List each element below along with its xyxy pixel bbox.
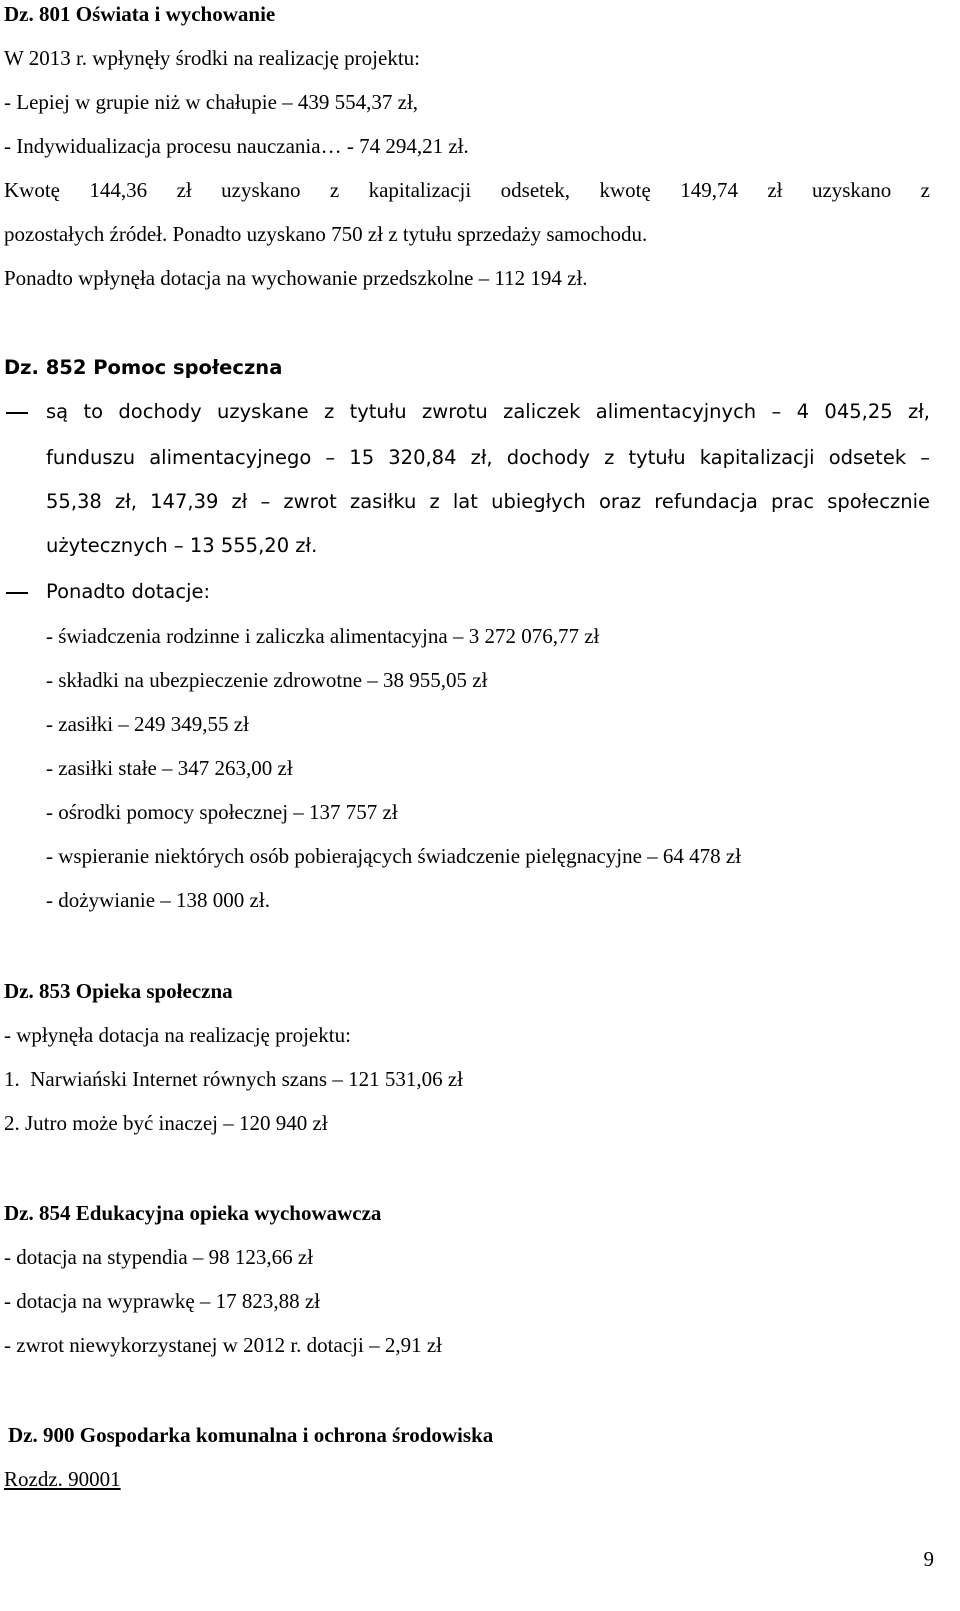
s801-line-2: - Lepiej w grupie niż w chałupie – 439 554,37 zł, [4,90,419,114]
bullet-dash [6,592,28,594]
s852-bullet1-line-3: 55,38 zł, 147,39 zł – zwrot zasiłku z lat ubiegłych oraz refundacja prac społecznie [46,490,930,513]
s801-line-6: Ponadto wpłynęła dotacja na wychowanie przedszkolne – 112 194 zł. [4,266,588,290]
s854-line: - zwrot niewykorzystanej w 2012 r. dotacji – 2,91 zł [4,1333,442,1357]
s852-item: - zasiłki – 249 349,55 zł [46,712,249,736]
s852-bullet1-line-2: funduszu alimentacyjnego – 15 320,84 zł, dochody z tytułu kapitalizacji odsetek – [46,446,930,469]
s801-line-1: W 2013 r. wpłynęły środki na realizację projektu: [4,46,420,70]
s852-item: - wspieranie niektórych osób pobierających świadczenie pielęgnacyjne – 64 478 zł [46,844,742,868]
s853-line: 2. Jutro może być inaczej – 120 940 zł [4,1111,328,1135]
section-801-heading: Dz. 801 Oświata i wychowanie [4,2,276,26]
s801-line-4: Kwotę 144,36 zł uzyskano z kapitalizacji odsetek, kwotę 149,74 zł uzyskano z [4,178,930,202]
page-number: 9 [923,1547,934,1571]
s852-bullet1-line-1: są to dochody uzyskane z tytułu zwrotu zaliczek alimentacyjnych – 4 045,25 zł, [46,400,930,423]
s801-line-3: - Indywidualizacja procesu nauczania… - 74 294,21 zł. [4,134,469,158]
bullet-dash [6,412,28,414]
s853-line: 1. Narwiański Internet równych szans – 121 531,06 zł [4,1067,463,1091]
s852-item: - składki na ubezpieczenie zdrowotne – 38 955,05 zł [46,668,488,692]
s852-item: - zasiłki stałe – 347 263,00 zł [46,756,293,780]
s852-bullet1-line-4: użytecznych – 13 555,20 zł. [46,534,318,557]
section-854-heading: Dz. 854 Edukacyjna opieka wychowawcza [4,1201,382,1225]
s854-line: - dotacja na stypendia – 98 123,66 zł [4,1245,314,1269]
section-900-heading: Dz. 900 Gospodarka komunalna i ochrona środowiska [8,1423,494,1447]
s852-item: - dożywianie – 138 000 zł. [46,888,270,912]
s852-bullet2: Ponadto dotacje: [46,580,211,603]
s852-item: - świadczenia rodzinne i zaliczka alimentacyjna – 3 272 076,77 zł [46,624,600,648]
s801-line-5: pozostałych źródeł. Ponadto uzyskano 750 zł z tytułu sprzedaży samochodu. [4,222,648,246]
subsection-90001: Rozdz. 90001 [4,1467,121,1491]
section-852-heading: Dz. 852 Pomoc społeczna [4,356,283,379]
s852-item: - ośrodki pomocy społecznej – 137 757 zł [46,800,398,824]
s853-line: - wpłynęła dotacja na realizację projektu: [4,1023,351,1047]
s854-line: - dotacja na wyprawkę – 17 823,88 zł [4,1289,321,1313]
section-853-heading: Dz. 853 Opieka społeczna [4,979,233,1003]
